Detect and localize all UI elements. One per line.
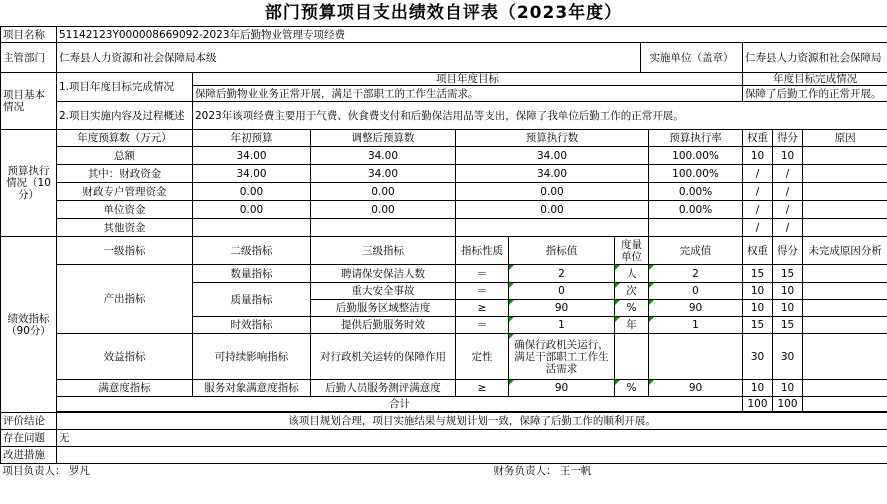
- evaluation-table: [0, 26, 887, 479]
- budget-cell: 其中：财政资金: [57, 165, 193, 183]
- perf-header: 指标值: [509, 237, 615, 265]
- qty-indicator-label: 数量指标: [193, 265, 311, 283]
- perf-cell: 聘请保安保洁人数: [311, 265, 456, 283]
- time-indicator-label: 时效指标: [193, 317, 311, 334]
- perf-cell: 0: [509, 283, 615, 300]
- improvement-text: [57, 447, 887, 464]
- issues-label: 存在问题: [1, 430, 57, 447]
- improvement-label: 改进措施: [1, 447, 57, 464]
- dept-label: 主管部门: [1, 43, 57, 73]
- budget-cell: 0.00: [311, 201, 456, 219]
- basic-row1-label: 1.项目年度目标完成情况: [57, 73, 193, 102]
- total-weight: 100: [743, 397, 773, 412]
- perf-cell: 15: [743, 317, 773, 334]
- budget-cell: 0.00%: [649, 201, 743, 219]
- perf-row: [1, 380, 887, 397]
- perf-cell: 10: [743, 380, 773, 397]
- budget-header: 年初预算: [193, 130, 311, 147]
- budget-row: [1, 219, 887, 237]
- budget-cell: 0.00: [311, 183, 456, 201]
- budget-cell: [803, 165, 887, 183]
- perf-cell: %: [615, 300, 649, 317]
- perf-cell: 10: [773, 300, 803, 317]
- perf-cell: ≥: [456, 300, 509, 317]
- budget-cell: 其他资金: [57, 219, 193, 237]
- perf-cell: 15: [743, 265, 773, 283]
- budget-header: 年度预算数（万元）: [57, 130, 193, 147]
- perf-cell: 确保行政机关运行，满足干部职工工作生活需求: [509, 334, 615, 380]
- perf-header: 二级指标: [193, 237, 311, 265]
- budget-cell: /: [743, 183, 773, 201]
- finance-leader: 财务负责人： 王一帆: [456, 464, 887, 479]
- budget-cell: 34.00: [193, 165, 311, 183]
- budget-row: [1, 183, 887, 201]
- budget-cell: /: [743, 201, 773, 219]
- budget-cell: 34.00: [311, 165, 456, 183]
- budget-cell: 0.00: [456, 201, 649, 219]
- perf-cell: 服务对象满意度指标: [193, 380, 311, 397]
- perf-cell: 10: [773, 283, 803, 300]
- perf-header: 度量单位: [615, 237, 649, 265]
- perf-cell: 90: [509, 300, 615, 317]
- perf-cell: 2: [509, 265, 615, 283]
- perf-row: [1, 265, 887, 283]
- budget-cell: 0.00: [456, 183, 649, 201]
- impl-unit-label: 实施单位（盖章）: [641, 43, 743, 73]
- budget-cell: 0.00: [193, 201, 311, 219]
- budget-header: 得分: [773, 130, 803, 147]
- budget-header: 预算执行率: [649, 130, 743, 147]
- perf-cell: 10: [773, 380, 803, 397]
- perf-header: 一级指标: [57, 237, 193, 265]
- perf-header: 未完成原因分析: [803, 237, 887, 265]
- budget-cell: /: [743, 165, 773, 183]
- budget-cell: 单位资金: [57, 201, 193, 219]
- perf-cell: 重大安全事故: [311, 283, 456, 300]
- budget-header: 原因: [803, 130, 887, 147]
- perf-cell: 15: [773, 265, 803, 283]
- project-leader: 项目负责人： 罗凡: [1, 464, 456, 479]
- budget-cell: /: [773, 201, 803, 219]
- perf-cell: 10: [743, 300, 773, 317]
- budget-cell: [803, 219, 887, 237]
- budget-row: [1, 165, 887, 183]
- perf-cell: [803, 380, 887, 397]
- perf-cell: 2: [649, 265, 743, 283]
- perf-row: [1, 334, 887, 380]
- perf-cell: 可持续影响指标: [193, 334, 311, 380]
- perf-cell: 后勤人员服务测评满意度: [311, 380, 456, 397]
- budget-cell: 34.00: [456, 165, 649, 183]
- total-score: 100: [773, 397, 803, 412]
- budget-cell: /: [743, 219, 773, 237]
- budget-cell: [803, 147, 887, 165]
- perf-cell: %: [615, 380, 649, 397]
- perf-cell: 年: [615, 317, 649, 334]
- perf-cell: 15: [773, 317, 803, 334]
- perf-cell: [615, 334, 649, 380]
- budget-cell: 0.00%: [649, 183, 743, 201]
- perf-cell: 90: [649, 300, 743, 317]
- budget-header: 预算执行数: [456, 130, 649, 147]
- perf-cell: [803, 283, 887, 300]
- budget-cell: 0.00: [193, 183, 311, 201]
- perf-cell: 30: [773, 334, 803, 380]
- perf-cell: 对行政机关运转的保障作用: [311, 334, 456, 380]
- perf-cell: 定性: [456, 334, 509, 380]
- budget-label: 预算执行情况（10分）: [1, 130, 57, 237]
- perf-cell: 次: [615, 283, 649, 300]
- budget-header: 权重: [743, 130, 773, 147]
- perf-cell: 人: [615, 265, 649, 283]
- perf-header: 完成值: [649, 237, 743, 265]
- perf-cell: 90: [649, 380, 743, 397]
- budget-cell: [311, 219, 456, 237]
- total-label: 合计: [57, 397, 743, 412]
- impl-unit-value: 仁寿县人力资源和社会保障局: [743, 43, 887, 73]
- budget-cell: [193, 219, 311, 237]
- perf-header: 权重: [743, 237, 773, 265]
- perf-cell: ＝: [456, 283, 509, 300]
- benefit-indicator-label: 效益指标: [57, 334, 193, 380]
- perf-cell: 提供后勤服务时效: [311, 317, 456, 334]
- perf-cell: 30: [743, 334, 773, 380]
- budget-cell: 34.00: [193, 147, 311, 165]
- basic-row2-label: 2.项目实施内容及过程概述: [57, 102, 193, 130]
- perf-cell: 90: [509, 380, 615, 397]
- budget-cell: /: [773, 165, 803, 183]
- page-title: 部门预算项目支出绩效自评表（2023年度）: [264, 3, 623, 23]
- budget-cell: 财政专户管理资金: [57, 183, 193, 201]
- budget-cell: /: [773, 183, 803, 201]
- perf-label: 绩效指标（90分）: [1, 237, 57, 413]
- perf-cell: 后勤服务区域整洁度: [311, 300, 456, 317]
- budget-cell: 100.00%: [649, 165, 743, 183]
- basic-row1-complete: 保障了后勤工作的正常开展。: [743, 86, 887, 102]
- perf-cell: ＝: [456, 265, 509, 283]
- perf-header: 得分: [773, 237, 803, 265]
- perf-cell: ≥: [456, 380, 509, 397]
- budget-cell: 总额: [57, 147, 193, 165]
- project-name-value: 51142123Y000008669092-2023年后勤物业管理专项经费: [57, 27, 887, 43]
- basic-row1-target: 保障后勤物业业务正常开展，满足干部职工的工作生活需求。: [193, 86, 743, 102]
- total-reason: [803, 397, 887, 412]
- perf-header: 指标性质: [456, 237, 509, 265]
- perf-cell: [803, 300, 887, 317]
- basic-info-label: 项目基本情况: [1, 73, 57, 130]
- budget-cell: /: [773, 219, 803, 237]
- total-row: [1, 397, 887, 412]
- perf-cell: [649, 334, 743, 380]
- budget-row: [1, 147, 887, 165]
- quality-indicator-label: 质量指标: [193, 283, 311, 317]
- perf-cell: 10: [743, 283, 773, 300]
- budget-cell: 34.00: [311, 147, 456, 165]
- budget-cell: [649, 219, 743, 237]
- perf-cell: [803, 317, 887, 334]
- basic-row2-text: 2023年该项经费主要用于气费、伙食费支付和后勤保洁用品等支出，保障了我单位后勤工作的正常开展。: [193, 102, 887, 130]
- perf-cell: 0: [649, 283, 743, 300]
- budget-cell: 10: [743, 147, 773, 165]
- project-name-label: 项目名称: [1, 27, 57, 43]
- dept-value: 仁寿县人力资源和社会保障局本级: [57, 43, 641, 73]
- budget-cell: [803, 201, 887, 219]
- output-indicator-label: 产出指标: [57, 265, 193, 334]
- budget-cell: 34.00: [456, 147, 649, 165]
- basic-target-header: 项目年度目标: [193, 73, 743, 86]
- basic-complete-header: 年度目标完成情况: [743, 73, 887, 86]
- budget-cell: [803, 183, 887, 201]
- budget-cell: 10: [773, 147, 803, 165]
- eval-conclusion-text: 该项目规划合理，项目实施结果与规划计划一致，保障了后勤工作的顺利开展。: [57, 413, 887, 430]
- satisfaction-indicator-label: 满意度指标: [57, 380, 193, 397]
- perf-cell: 1: [509, 317, 615, 334]
- perf-cell: 1: [649, 317, 743, 334]
- budget-cell: [456, 219, 649, 237]
- issues-text: 无: [57, 430, 887, 447]
- perf-cell: [803, 334, 887, 380]
- eval-conclusion-label: 评价结论: [1, 413, 57, 430]
- perf-header: 三级指标: [311, 237, 456, 265]
- budget-cell: 100.00%: [649, 147, 743, 165]
- perf-cell: [803, 265, 887, 283]
- budget-row: [1, 201, 887, 219]
- budget-header: 调整后预算数: [311, 130, 456, 147]
- perf-cell: ＝: [456, 317, 509, 334]
